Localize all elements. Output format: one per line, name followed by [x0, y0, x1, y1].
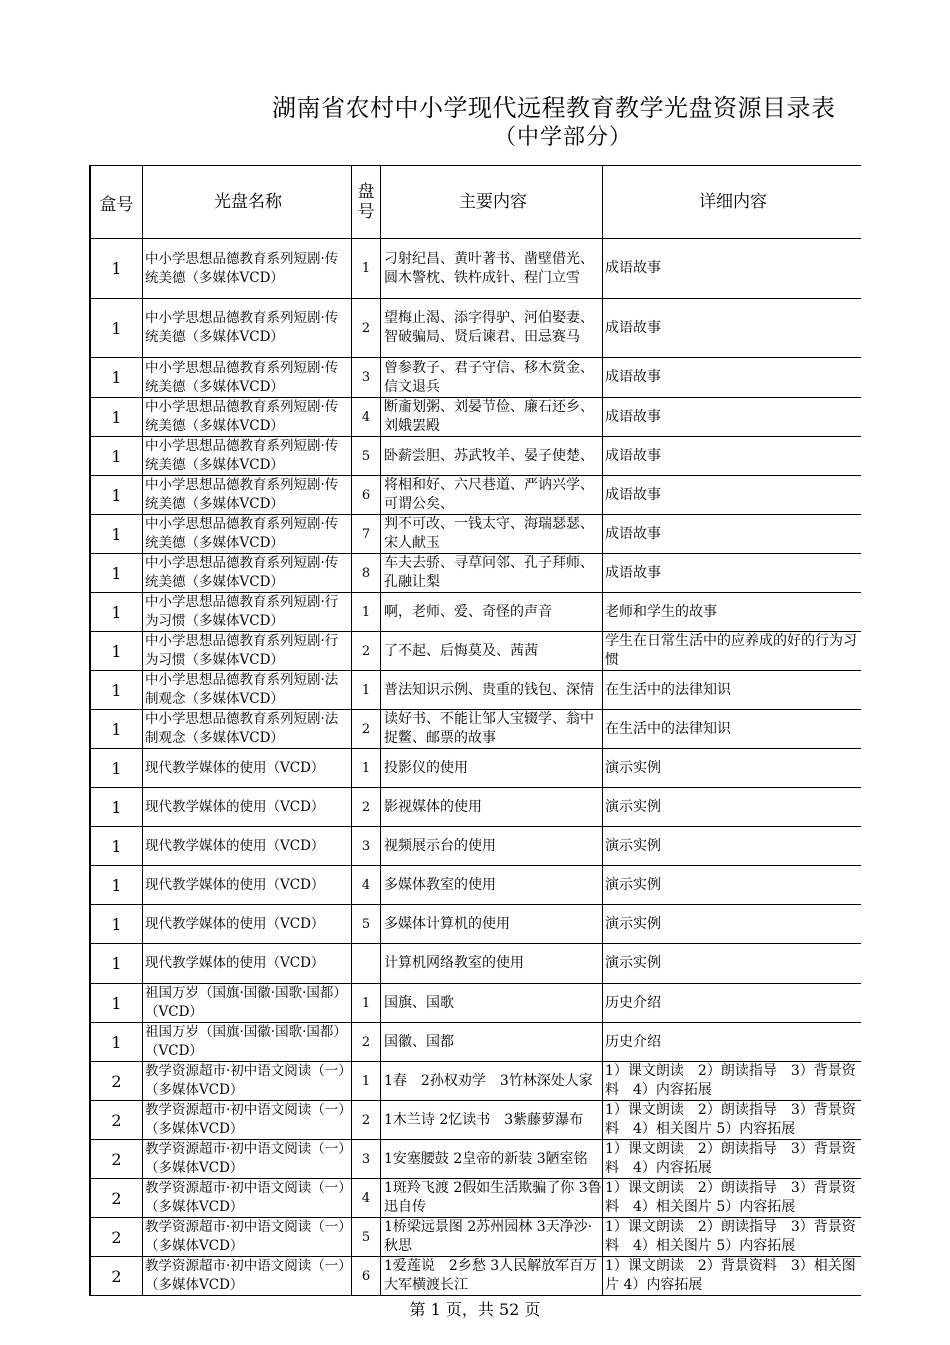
table-row	[90, 239, 861, 299]
page-subtitle: （中学部分）	[494, 125, 633, 150]
cell-box	[90, 1218, 143, 1257]
cell-disc-no	[352, 358, 381, 398]
cell-disc-no	[352, 632, 381, 671]
cell-main-content-text: 投影仪的使用	[384, 759, 468, 776]
cell-name-text: 教学资源超市·初中语文阅读（一）（多媒体VCD）	[145, 1141, 346, 1176]
cell-box	[90, 1062, 143, 1101]
cell-main-content	[381, 437, 603, 476]
cell-name-text: 中小学思想品德教育系列短剧·行为习惯（多媒体VCD）	[145, 633, 339, 668]
cell-detail	[603, 398, 862, 437]
cell-name	[143, 1140, 352, 1179]
cell-detail-text: 1）课文朗读 2）朗读指导 3）背景资料 4）相关图片 5）内容拓展	[605, 1102, 856, 1137]
cell-detail-text: 演示实例	[605, 915, 661, 932]
table-row	[90, 476, 861, 515]
cell-name-text: 中小学思想品德教育系列短剧·传统美德（多媒体VCD）	[145, 477, 339, 512]
cell-name	[143, 710, 352, 749]
cell-detail	[603, 1062, 862, 1101]
cell-main-content	[381, 944, 603, 984]
cell-box	[90, 788, 143, 827]
cell-detail-text: 演示实例	[605, 837, 661, 854]
cell-detail-text: 成语故事	[605, 447, 661, 464]
table-header-row	[90, 166, 861, 239]
cell-name-text: 中小学思想品德教育系列短剧·传统美德（多媒体VCD）	[145, 310, 339, 345]
cell-main-content-text: 视频展示台的使用	[384, 837, 496, 854]
cell-detail-text: 历史介绍	[605, 1033, 661, 1050]
cell-box	[90, 710, 143, 749]
cell-detail	[603, 515, 862, 554]
cell-box-text: 1	[111, 836, 122, 856]
cell-detail-text: 1）课文朗读 2）朗读指导 3）背景资料 4）内容拓展	[605, 1141, 856, 1176]
table-row	[90, 1140, 861, 1179]
cell-box-text: 2	[111, 1266, 122, 1286]
cell-name-text: 教学资源超市·初中语文阅读（一）（多媒体VCD）	[145, 1219, 346, 1254]
cell-detail-text: 成语故事	[605, 564, 661, 581]
page-footer: 第 1 页，共 52 页	[409, 1300, 541, 1319]
cell-disc-no	[352, 1023, 381, 1062]
cell-disc-no	[352, 239, 381, 299]
header-main: 主要内容	[381, 166, 603, 239]
cell-disc-no-text: 4	[361, 877, 371, 893]
cell-box	[90, 1257, 143, 1296]
cell-disc-no	[352, 827, 381, 866]
table-row	[90, 671, 861, 710]
cell-box	[90, 476, 143, 515]
cell-name	[143, 1101, 352, 1140]
cell-disc-no-text: 5	[361, 448, 371, 464]
table-row	[90, 1179, 861, 1218]
cell-box	[90, 749, 143, 788]
cell-main-content-text: 普法知识示例、贵重的钱包、深情	[384, 681, 594, 698]
cell-name	[143, 554, 352, 593]
cell-name	[143, 398, 352, 437]
cell-disc-no-text: 1	[361, 995, 371, 1011]
table-row	[90, 710, 861, 749]
cell-box-text: 1	[111, 875, 122, 895]
cell-box-text: 1	[111, 993, 122, 1013]
cell-disc-no-text: 5	[361, 916, 371, 932]
cell-main-content	[381, 1023, 603, 1062]
table-row	[90, 593, 861, 632]
cell-main-content-text: 影视媒体的使用	[384, 798, 482, 815]
cell-box-text: 1	[111, 641, 122, 661]
cell-name	[143, 1062, 352, 1101]
cell-name	[143, 984, 352, 1023]
cell-main-content	[381, 1218, 603, 1257]
header-box: 盒号	[90, 166, 143, 239]
cell-disc-no	[352, 437, 381, 476]
cell-disc-no	[352, 1257, 381, 1296]
cell-box	[90, 239, 143, 299]
cell-detail	[603, 866, 862, 905]
cell-box-text: 1	[111, 563, 122, 583]
cell-box-text: 2	[111, 1110, 122, 1130]
cell-disc-no-text: 6	[361, 1268, 371, 1284]
cell-name-text: 中小学思想品德教育系列短剧·法制观念（多媒体VCD）	[145, 711, 339, 746]
table-row	[90, 1023, 861, 1062]
cell-name	[143, 239, 352, 299]
cell-detail	[603, 905, 862, 944]
cell-name	[143, 944, 352, 984]
cell-name	[143, 593, 352, 632]
cell-name-text: 中小学思想品德教育系列短剧·传统美德（多媒体VCD）	[145, 516, 339, 551]
cell-main-content-text: 望梅止渴、添字得驴、河伯娶妻、智破骗局、贤后谏君、田忌赛马	[384, 310, 594, 345]
cell-main-content	[381, 632, 603, 671]
cell-main-content	[381, 827, 603, 866]
header-name: 光盘名称	[143, 166, 352, 239]
cell-disc-no	[352, 984, 381, 1023]
cell-box-text: 1	[111, 914, 122, 934]
cell-box	[90, 437, 143, 476]
cell-name	[143, 1218, 352, 1257]
cell-main-content-text: 1春 2孙权劝学 3竹林深处人家	[384, 1072, 593, 1089]
cell-name	[143, 299, 352, 358]
cell-name-text: 中小学思想品德教育系列短剧·法制观念（多媒体VCD）	[145, 672, 339, 707]
cell-detail	[603, 984, 862, 1023]
cell-name-text: 中小学思想品德教育系列短剧·传统美德（多媒体VCD）	[145, 438, 339, 473]
cell-disc-no	[352, 944, 381, 984]
cell-main-content-text: 刁射纪昌、黄叶著书、凿壁借光、圆木警枕、铁杵成针、程门立雪	[384, 250, 594, 286]
catalog-table	[89, 165, 861, 1296]
cell-box-text: 1	[111, 954, 122, 973]
cell-disc-no-text: 8	[361, 565, 371, 581]
cell-detail	[603, 239, 862, 299]
cell-disc-no-text: 1	[361, 261, 371, 276]
cell-main-content-text: 1安塞腰鼓 2皇帝的新装 3陋室铭	[384, 1150, 588, 1167]
cell-detail-text: 1）课文朗读 2）朗读指导 3）背景资料 4）内容拓展	[605, 1063, 856, 1098]
table-row	[90, 358, 861, 398]
cell-main-content	[381, 866, 603, 905]
cell-box-text: 1	[111, 318, 122, 338]
cell-disc-no	[352, 554, 381, 593]
cell-detail	[603, 437, 862, 476]
cell-name-text: 教学资源超市·初中语文阅读（一）（多媒体VCD）	[145, 1102, 346, 1137]
cell-detail	[603, 1023, 862, 1062]
cell-main-content	[381, 905, 603, 944]
cell-main-content	[381, 1257, 603, 1296]
cell-disc-no	[352, 476, 381, 515]
table-row	[90, 827, 861, 866]
cell-detail-text: 成语故事	[605, 260, 661, 276]
cell-disc-no-text: 4	[361, 409, 371, 425]
cell-main-content-text: 车夫去骄、寻草问邻、孔子拜师、孔融让梨	[384, 555, 594, 590]
cell-box-text: 1	[111, 407, 122, 427]
cell-main-content	[381, 671, 603, 710]
cell-detail	[603, 710, 862, 749]
cell-disc-no	[352, 671, 381, 710]
cell-box	[90, 671, 143, 710]
cell-main-content-text: 1斑羚飞渡 2假如生活欺骗了你 3鲁迅自传	[384, 1180, 602, 1215]
cell-detail-text: 1）课文朗读 2）背景资料 3）相关图片 4）内容拓展	[605, 1258, 856, 1293]
cell-name-text: 祖国万岁（国旗·国徽·国歌·国都）（VCD）	[145, 985, 347, 1020]
cell-box-text: 2	[111, 1149, 122, 1169]
cell-detail	[603, 1257, 862, 1296]
cell-box-text: 2	[111, 1227, 122, 1247]
cell-detail-text: 在生活中的法律知识	[605, 720, 731, 737]
cell-disc-no	[352, 866, 381, 905]
cell-detail	[603, 1218, 862, 1257]
cell-disc-no-text: 2	[361, 320, 371, 336]
cell-box	[90, 905, 143, 944]
cell-detail	[603, 1101, 862, 1140]
table-row	[90, 905, 861, 944]
table-row	[90, 398, 861, 437]
cell-main-content-text: 判不可改、一钱太守、海瑞瑟瑟、宋人献玉	[384, 516, 594, 551]
cell-main-content	[381, 1179, 603, 1218]
cell-disc-no	[352, 1218, 381, 1257]
cell-name	[143, 358, 352, 398]
cell-name	[143, 749, 352, 788]
table-row	[90, 788, 861, 827]
cell-name-text: 中小学思想品德教育系列短剧·行为习惯（多媒体VCD）	[145, 594, 339, 629]
cell-name-text: 中小学思想品德教育系列短剧·传统美德（多媒体VCD）	[145, 555, 339, 590]
cell-main-content-text: 国旗、国歌	[384, 994, 454, 1011]
cell-main-content-text: 卧薪尝胆、苏武牧羊、晏子使楚、	[384, 447, 594, 464]
cell-box-text: 1	[111, 680, 122, 700]
cell-box-text: 1	[111, 368, 122, 387]
cell-name-text: 中小学思想品德教育系列短剧·传统美德（多媒体VCD）	[145, 359, 339, 395]
cell-disc-no	[352, 1140, 381, 1179]
cell-disc-no	[352, 593, 381, 632]
cell-disc-no-text: 3	[361, 838, 371, 854]
cell-detail-text: 成语故事	[605, 369, 661, 385]
cell-name-text: 现代教学媒体的使用（VCD）	[145, 837, 325, 854]
cell-detail	[603, 827, 862, 866]
cell-name-text: 中小学思想品德教育系列短剧·传统美德（多媒体VCD）	[145, 250, 339, 286]
cell-disc-no-text: 2	[361, 643, 371, 659]
cell-disc-no-text: 1	[361, 604, 371, 620]
cell-detail-text: 在生活中的法律知识	[605, 681, 731, 698]
page-title: 湖南省农村中小学现代远程教育教学光盘资源目录表	[272, 94, 836, 122]
cell-detail	[603, 788, 862, 827]
cell-box-text: 1	[111, 446, 122, 466]
cell-main-content-text: 了不起、后悔莫及、茜茜	[384, 642, 538, 659]
cell-disc-no	[352, 299, 381, 358]
cell-disc-no-text: 6	[361, 487, 371, 503]
cell-box-text: 1	[111, 485, 122, 505]
table-row	[90, 866, 861, 905]
cell-main-content	[381, 749, 603, 788]
header-detail: 详细内容	[603, 166, 862, 239]
cell-disc-no-text: 2	[361, 799, 371, 815]
cell-disc-no-text: 7	[361, 526, 371, 542]
cell-main-content	[381, 476, 603, 515]
cell-detail	[603, 632, 862, 671]
cell-detail	[603, 944, 862, 984]
table-row	[90, 632, 861, 671]
cell-detail-text: 演示实例	[605, 798, 661, 815]
cell-detail	[603, 1140, 862, 1179]
table-row	[90, 515, 861, 554]
cell-detail-text: 成语故事	[605, 319, 661, 336]
cell-detail	[603, 749, 862, 788]
cell-disc-no	[352, 515, 381, 554]
cell-name	[143, 671, 352, 710]
cell-main-content	[381, 554, 603, 593]
cell-main-content	[381, 593, 603, 632]
cell-box	[90, 1179, 143, 1218]
cell-detail	[603, 554, 862, 593]
cell-main-content	[381, 358, 603, 398]
cell-detail	[603, 358, 862, 398]
cell-main-content-text: 将相和好、六尺巷道、严讷兴学、可谓公矣、	[384, 477, 594, 512]
cell-box	[90, 358, 143, 398]
header-no	[352, 166, 381, 239]
cell-detail	[603, 1179, 862, 1218]
cell-name	[143, 1023, 352, 1062]
cell-name-text: 现代教学媒体的使用（VCD）	[145, 876, 325, 893]
cell-box	[90, 632, 143, 671]
cell-disc-no	[352, 1179, 381, 1218]
cell-detail-text: 成语故事	[605, 525, 661, 542]
table-row	[90, 1257, 861, 1296]
table-row	[90, 1218, 861, 1257]
cell-box	[90, 554, 143, 593]
cell-box	[90, 299, 143, 358]
cell-box	[90, 593, 143, 632]
cell-box	[90, 1140, 143, 1179]
cell-main-content-text: 读好书、不能让邹人宝辍学、翁中捉鳖、邮票的故事	[384, 711, 594, 746]
cell-detail	[603, 476, 862, 515]
cell-box	[90, 827, 143, 866]
cell-detail	[603, 593, 862, 632]
cell-main-content	[381, 299, 603, 358]
cell-disc-no-text: 2	[361, 1112, 371, 1128]
cell-detail-text: 演示实例	[605, 876, 661, 893]
cell-main-content	[381, 788, 603, 827]
cell-disc-no-text: 1	[361, 760, 371, 776]
cell-name-text: 祖国万岁（国旗·国徽·国歌·国都）（VCD）	[145, 1024, 347, 1059]
cell-box-text: 2	[111, 1071, 122, 1091]
table-row	[90, 554, 861, 593]
cell-main-content-text: 1桥梁远景图 2苏州园林 3天净沙·秋思	[384, 1219, 593, 1254]
cell-disc-no-text: 1	[361, 1073, 371, 1089]
cell-main-content	[381, 1101, 603, 1140]
cell-box	[90, 984, 143, 1023]
cell-name-text: 现代教学媒体的使用（VCD）	[145, 955, 325, 971]
cell-disc-no	[352, 905, 381, 944]
cell-name-text: 现代教学媒体的使用（VCD）	[145, 759, 325, 776]
cell-disc-no-text: 3	[361, 1151, 371, 1167]
cell-detail-text: 1）课文朗读 2）朗读指导 3）背景资料 4）相关图片 5）内容拓展	[605, 1180, 856, 1215]
table-row	[90, 437, 861, 476]
cell-disc-no-text: 3	[361, 370, 371, 385]
cell-name	[143, 1179, 352, 1218]
cell-disc-no-text: 4	[361, 1190, 371, 1206]
cell-name	[143, 1257, 352, 1296]
cell-box	[90, 1023, 143, 1062]
cell-main-content	[381, 710, 603, 749]
cell-detail-text: 成语故事	[605, 408, 661, 425]
cell-name-text: 中小学思想品德教育系列短剧·传统美德（多媒体VCD）	[145, 399, 339, 434]
table-row	[90, 299, 861, 358]
cell-disc-no-text: 2	[361, 1034, 371, 1050]
cell-detail-text: 老师和学生的故事	[605, 603, 717, 620]
cell-disc-no-text: 2	[361, 721, 371, 737]
cell-disc-no	[352, 1101, 381, 1140]
cell-name-text: 教学资源超市·初中语文阅读（一）（多媒体VCD）	[145, 1258, 346, 1293]
cell-main-content-text: 多媒体教室的使用	[384, 876, 496, 893]
cell-box-text: 1	[111, 797, 122, 817]
cell-disc-no-text: 1	[361, 682, 371, 698]
table-row	[90, 984, 861, 1023]
cell-main-content-text: 啊，老师、爱、奇怪的声音	[384, 603, 552, 620]
cell-box-text: 1	[111, 1032, 122, 1052]
cell-box-text: 1	[111, 758, 122, 778]
cell-disc-no	[352, 1062, 381, 1101]
cell-box-text: 2	[111, 1188, 122, 1208]
cell-main-content	[381, 515, 603, 554]
table-row	[90, 1101, 861, 1140]
cell-disc-no	[352, 749, 381, 788]
cell-detail-text: 演示实例	[605, 955, 661, 971]
cell-detail-text: 成语故事	[605, 486, 661, 503]
cell-name	[143, 515, 352, 554]
cell-box-text: 1	[111, 719, 122, 739]
cell-detail	[603, 671, 862, 710]
cell-main-content-text: 1木兰诗 2忆读书 3紫藤萝瀑布	[384, 1111, 584, 1128]
cell-box	[90, 866, 143, 905]
cell-detail-text: 历史介绍	[605, 994, 661, 1011]
cell-detail-text: 学生在日常生活中的应养成的好的行为习惯	[605, 633, 857, 668]
cell-box	[90, 944, 143, 984]
cell-main-content	[381, 239, 603, 299]
cell-detail-text: 演示实例	[605, 759, 661, 776]
cell-name-text: 教学资源超市·初中语文阅读（一）（多媒体VCD）	[145, 1063, 346, 1098]
cell-name-text: 现代教学媒体的使用（VCD）	[145, 798, 325, 815]
cell-name	[143, 827, 352, 866]
cell-box-text: 1	[111, 259, 122, 278]
header-no-text: 盘号	[357, 182, 375, 222]
cell-main-content-text: 断齑划粥、刘晏节俭、廉石还乡、刘娥罢殿	[384, 399, 594, 434]
cell-disc-no	[352, 710, 381, 749]
cell-main-content	[381, 1062, 603, 1101]
table-row	[90, 749, 861, 788]
cell-main-content-text: 国徽、国都	[384, 1033, 454, 1050]
cell-name-text: 教学资源超市·初中语文阅读（一）（多媒体VCD）	[145, 1180, 346, 1215]
cell-main-content-text: 多媒体计算机的使用	[384, 915, 510, 932]
cell-box	[90, 515, 143, 554]
cell-detail-text: 1）课文朗读 2）朗读指导 3）背景资料 4）相关图片 5）内容拓展	[605, 1219, 856, 1254]
cell-name	[143, 632, 352, 671]
cell-main-content	[381, 398, 603, 437]
cell-disc-no	[352, 398, 381, 437]
cell-main-content	[381, 1140, 603, 1179]
cell-box	[90, 1101, 143, 1140]
cell-main-content	[381, 984, 603, 1023]
cell-disc-no	[352, 788, 381, 827]
table-row	[90, 944, 861, 984]
cell-name	[143, 866, 352, 905]
cell-box-text: 1	[111, 524, 122, 544]
cell-name	[143, 476, 352, 515]
cell-main-content-text: 计算机网络教室的使用	[384, 955, 524, 971]
cell-main-content-text: 1爱莲说 2乡愁 3人民解放军百万大军横渡长江	[384, 1258, 598, 1293]
cell-box	[90, 398, 143, 437]
cell-name	[143, 788, 352, 827]
cell-detail	[603, 299, 862, 358]
cell-name	[143, 437, 352, 476]
table-row	[90, 1062, 861, 1101]
cell-main-content-text: 曾参教子、君子守信、移木赏金、信文退兵	[384, 359, 594, 395]
cell-disc-no-text: 5	[361, 1229, 371, 1245]
cell-box-text: 1	[111, 602, 122, 622]
cell-name	[143, 905, 352, 944]
cell-name-text: 现代教学媒体的使用（VCD）	[145, 915, 325, 932]
